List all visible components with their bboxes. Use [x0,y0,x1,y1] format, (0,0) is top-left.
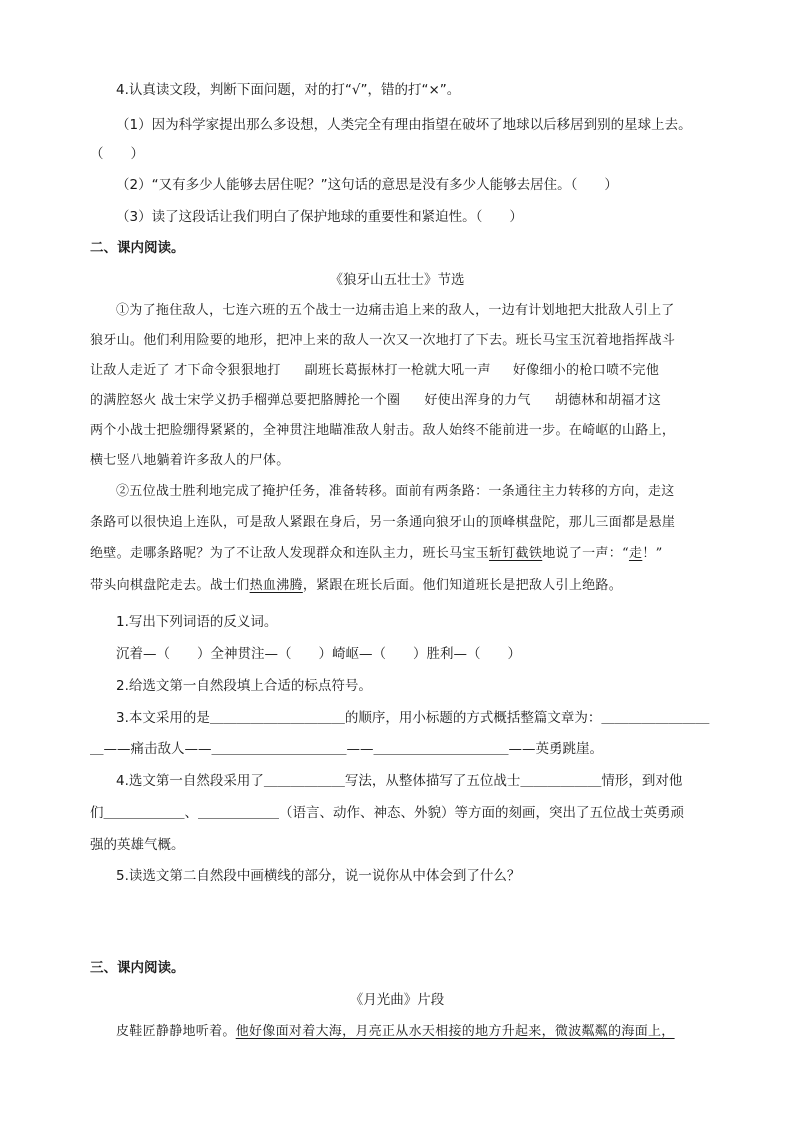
s3-line-1-part-a: 皮鞋匠静静地听着。 [116,1024,236,1039]
s3-line-1-underlined: 他好像面对着大海，月亮正从水天相接的地方升起来，微波粼粼的海面上， [235,1024,675,1039]
p2-line-4 [90,576,622,596]
s2-question-1-items: 沉着—（ ）全神贯注—（ ）崎岖—（ ）胜利—（ ） [116,646,521,662]
s2-question-4-line-2: 们＿＿＿＿＿＿、＿＿＿＿＿＿（语言、动作、神态、外貌）等方面的刻画，突出了五位战士英勇顽 [90,805,684,821]
q4-item-1-blank: （ ） [90,146,144,162]
p1-line-3-part-c: 好像细小的枪口喷不完他 [512,363,660,378]
p2-line-4-part-a: 带头向棋盘陀走去。战士们 [90,578,250,593]
s2-question-4-line-3: 强的英雄气概。 [90,837,185,853]
section-2-title: 《狼牙山五壮士》节选 [329,272,465,288]
s2-question-4-line-1: 4.选文第一自然段采用了＿＿＿＿＿＿写法，从整体描写了五位战士＿＿＿＿＿＿情形，到对他 [116,773,683,789]
p1-line-6: 横七竖八地躺着许多敌人的尸体。 [90,453,290,468]
p2-line-3-part-b: 地说了一声：“ [542,546,629,561]
p1-line-3-part-a: 让敌人走近了 才下命令狠狠地打 [90,363,281,378]
q4-item-3: （3）读了这段话让我们明白了保护地球的重要性和紧迫性。（ ） [116,209,523,225]
p2-line-2: 条路可以很快追上连队，可是敌人紧跟在身后，另一条通向狼牙山的顶峰棋盘陀，那儿三面都是悬崖 [90,515,676,530]
section-2-heading: 二、课内阅读。 [90,240,185,256]
section-3-heading: 三、课内阅读。 [90,960,185,976]
q4-item-1: （1）因为科学家提出那么多设想，人类完全有理由指望在破坏了地球以后移居到别的星球上去。 [116,117,692,133]
p1-line-1: ①为了拖住敌人，七连六班的五个战士一边痛击追上来的敌人，一边有计划地把大批敌人引上了 [116,303,675,318]
p2-line-3-part-a: 绝壁。走哪条路呢？为了不让敌人发现群众和连队主力，班长马宝玉 [90,546,490,561]
p2-line-4-part-b: ，紧跟在班长后面。他们知道班长是把敌人引上绝路。 [302,578,623,593]
p1-line-4-part-a: 的满腔怒火 战士宋学义扔手榴弹总要把胳膊抡一个圈 [90,393,401,408]
underlined-word-zou: 走 [628,546,643,561]
p1-line-4-part-c: 胡德林和胡福才这 [554,393,662,408]
p1-line-5: 两个小战士把脸绷得紧紧的，全神贯注地瞄准敌人射击。敌人始终不能前进一步。在崎岖的山路上， [90,423,676,438]
s2-question-5: 5.读选文第二自然段中画横线的部分，说一说你从中体会到了什么？ [116,868,521,884]
s2-question-2: 2.给选文第一自然段填上合适的标点符号。 [116,678,372,694]
section-3-title: 《月光曲》片段 [349,992,445,1008]
p1-line-4-part-b: 好使出浑身的力气 [424,393,531,408]
underlined-word-rexuefeiteng: 热血沸腾 [249,578,303,593]
p1-line-3-part-b: 副班长葛振林打一枪就大吼一声 [304,363,491,378]
p1-line-3 [90,361,659,381]
p1-line-4 [90,391,661,411]
s2-question-3-line-1: 3.本文采用的是＿＿＿＿＿＿＿＿＿＿的顺序，用小标题的方式概括整篇文章为：＿＿＿＿＿＿＿＿ [116,710,710,726]
p1-line-2: 狼牙山。他们利用险要的地形，把冲上来的敌人一次又一次地打了下去。班长马宝玉沉着地指挥战斗 [90,333,676,348]
p2-line-3-part-c: ！” [642,546,663,561]
underlined-word-zhandingjietie: 斩钉截铁 [489,546,543,561]
q4-prompt: 4.认真读文段，判断下面问题，对的打“√”，错的打“×”。 [116,82,461,98]
s3-line-1 [116,1022,675,1042]
p2-line-1: ②五位战士胜利地完成了掩护任务，准备转移。面前有两条路：一条通往主力转移的方向，走这 [116,484,675,499]
p2-line-3 [90,544,663,564]
s2-question-1: 1.写出下列词语的反义词。 [116,614,278,630]
s2-question-3-line-2: ＿——痛击敌人——＿＿＿＿＿＿＿＿＿＿——＿＿＿＿＿＿＿＿＿＿——英勇跳崖。 [90,741,603,757]
q4-item-2: （2）“又有多少人能够去居住呢？”这句话的意思是没有多少人能够去居住。（ ） [116,177,618,193]
